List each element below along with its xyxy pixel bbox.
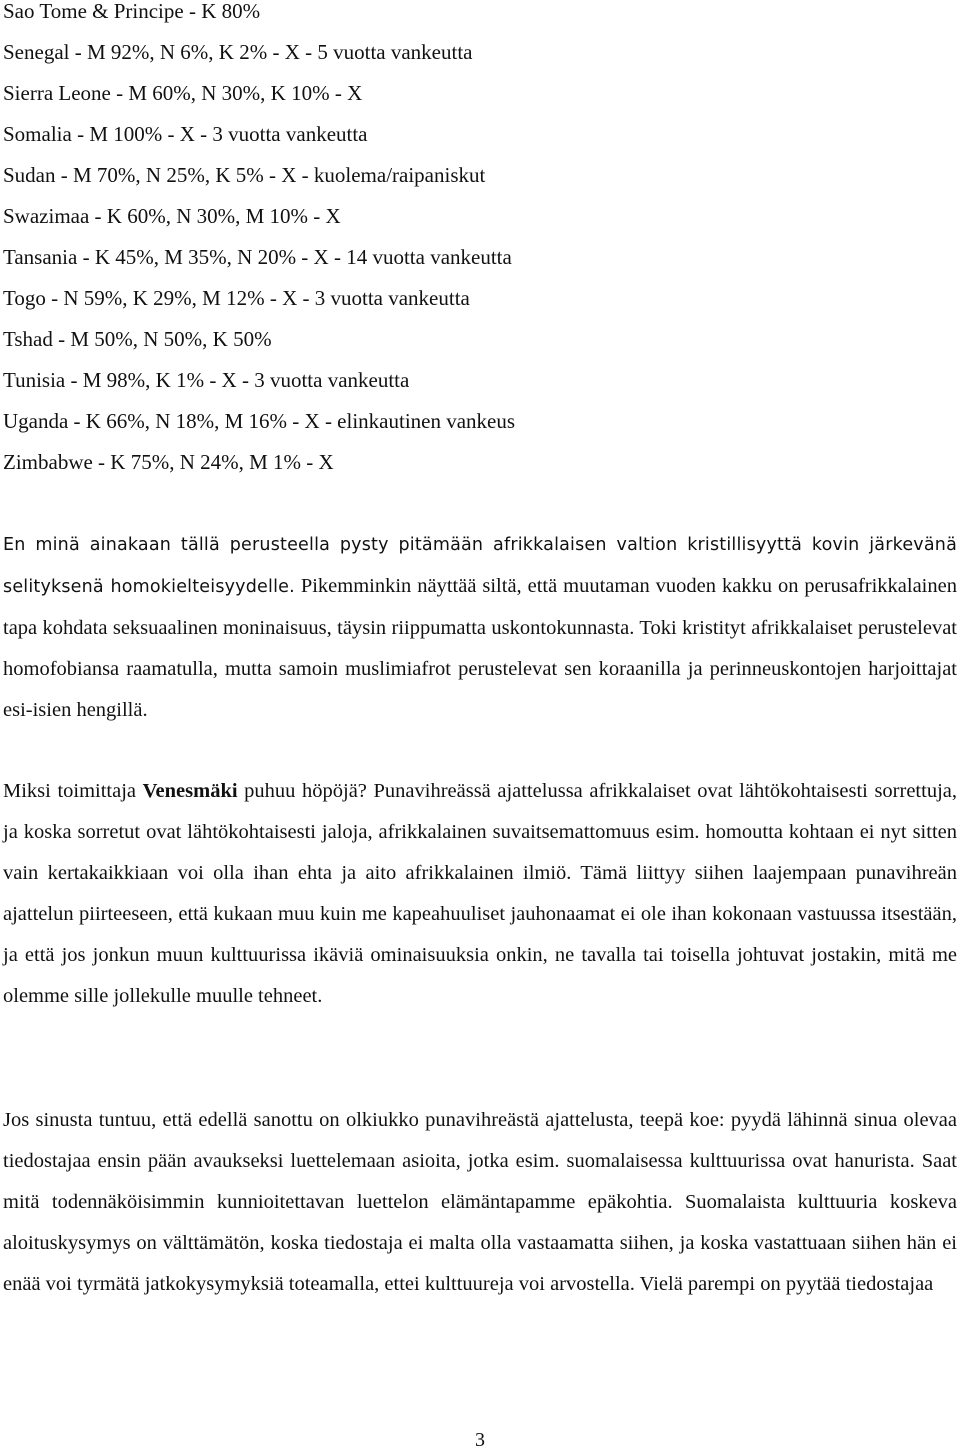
- paragraph-2-body: puhuu höpöjä? Punavihreässä ajattelussa afrikkalaiset ovat lähtökohtaisesti sorrettuja, ja koska sorretut ovat lähtökohtaisesti jaloja, afrikkalainen suvaitsemattomuus esim. homoutta kohtaan ei nyt sitten vain kertakaikkiaan voi olla ihan ehta ja aito afrikkalainen ilmiö. Tämä liittyy siihen laajempaan punavihreän ajattelun piirteeseen, että kukaan muu kuin me kapeahuuliset jauhonaamat ei ole ihan kokonaan vastuussa itsestään, ja että jos jonkun muun kulttuurissa ikäviä ominaisuuksia onkin, ne tavalla tai toisella johtuvat jostakin, mitä me olemme sille jollekulle muulle tehneet.: [3, 780, 957, 1007]
- paragraph-1-sans-part: En minä ainakaan tällä perusteella pysty pitämään afrikkalaisen valtion kristillisyyttä kovin järkevänä selityksenä homokielteisyydelle.: [3, 535, 957, 597]
- country-list: [3, 0, 957, 492]
- journalist-name: Venesmäki: [142, 780, 238, 802]
- page-number: 3: [475, 1429, 485, 1451]
- country-item: Tunisia - M 98%, K 1% - X - 3 vuotta vankeutta: [3, 368, 410, 392]
- paragraph-journalist-critique: [3, 771, 957, 1017]
- paragraph-experiment: Jos sinusta tuntuu, että edellä sanottu on olkiukko punavihreästä ajattelusta, teepä koe: pyydä lähinnä sinua olevaa tiedostajaa ensin pään avaukseksi luettelemaan asioita, jotka esim. suomalaisessa kulttuurissa ovat hanurista. Saat mitä todennäköisimmin kunnioitettavan luettelon elämäntapamme epäkohtia. Suomalaista kulttuuria koskeva aloituskysymys on välttämätön, koska tiedostaja ei malta olla vastaamatta siihen, ja koska vastattuaan siihen hän ei enää voi tyrmätä jatkokysymyksiä toteamalla, ettei kulttuureja voi arvostella. Vielä parempi on pyytää tiedostajaa: [3, 1109, 957, 1295]
- country-item: Senegal - M 92%, N 6%, K 2% - X - 5 vuotta vankeutta: [3, 40, 473, 64]
- country-item: Sudan - M 70%, N 25%, K 5% - X - kuolema/raipaniskut: [3, 163, 486, 187]
- document-page: [3, 0, 957, 1295]
- country-item: Sao Tome & Principe - K 80%: [3, 0, 261, 23]
- paragraph-2-lead: Miksi toimittaja: [3, 780, 143, 802]
- country-item: Sierra Leone - M 60%, N 30%, K 10% - X: [3, 81, 363, 105]
- paragraph-homophobia-religion: [3, 524, 957, 731]
- country-item: Togo - N 59%, K 29%, M 12% - X - 3 vuotta vankeutta: [3, 286, 470, 310]
- country-item: Somalia - M 100% - X - 3 vuotta vankeutta: [3, 122, 368, 146]
- country-item: Uganda - K 66%, N 18%, M 16% - X - elinkautinen vankeus: [3, 409, 516, 433]
- country-item: Tansania - K 45%, M 35%, N 20% - X - 14 vuotta vankeutta: [3, 245, 512, 269]
- country-item: Swazimaa - K 60%, N 30%, M 10% - X: [3, 204, 341, 228]
- country-item: Zimbabwe - K 75%, N 24%, M 1% - X: [3, 450, 334, 474]
- country-item: Tshad - M 50%, N 50%, K 50%: [3, 327, 272, 351]
- paragraph-1-serif-part: Pikemminkin näyttää siltä, että muutaman vuoden kakku on perusafrikkalainen tapa kohdata seksuaalinen moninaisuus, täysin riippumatta uskontokunnasta. Toki kristityt afrikkalaiset perustelevat homofobiansa raamatulla, mutta samoin muslimiafrot perustelevat sen koraanilla ja perinneuskontojen harjoittajat esi-isien hengillä.: [3, 575, 957, 721]
